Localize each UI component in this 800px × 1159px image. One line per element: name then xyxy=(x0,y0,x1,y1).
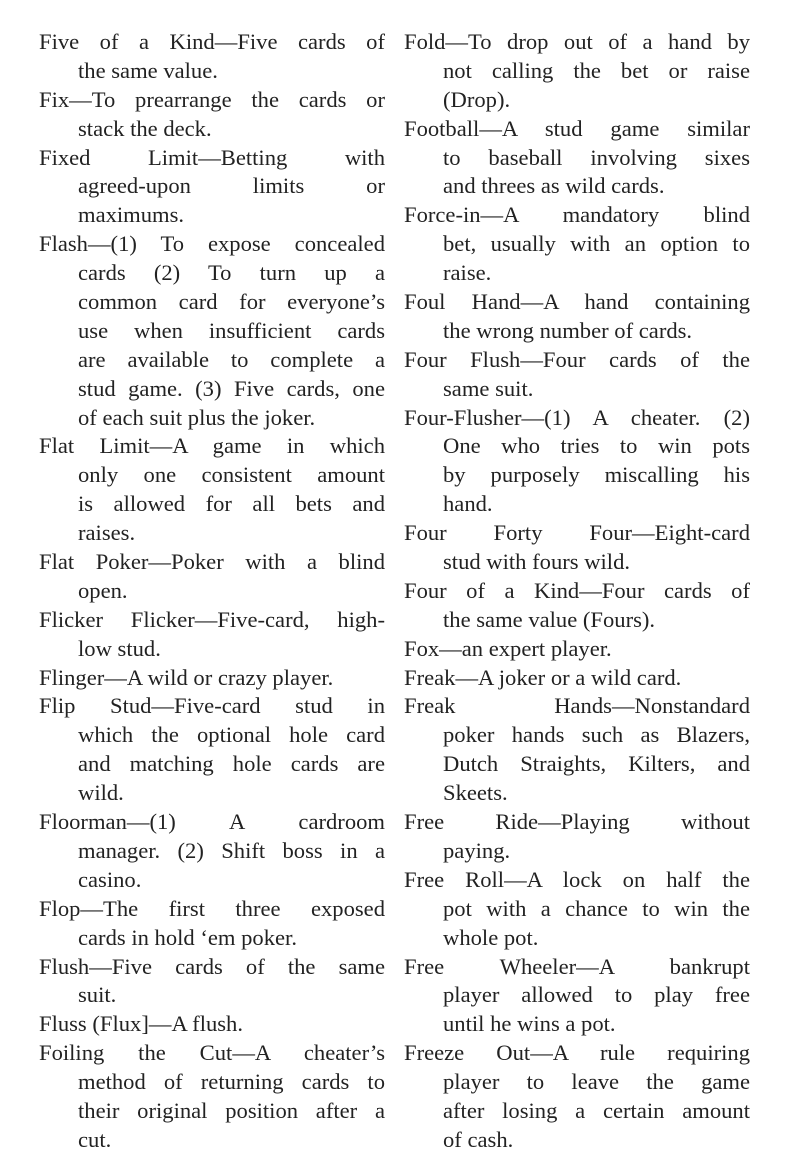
glossary-entry xyxy=(39,606,385,664)
entry-definition-line: open. xyxy=(78,577,128,603)
entry-definition-line: stud with fours wild. xyxy=(443,549,631,575)
glossary-entry xyxy=(39,144,385,231)
entry-definition-line: poker hands such as Blazers, xyxy=(443,722,750,748)
entry-definition-line: suit. xyxy=(78,982,117,1008)
left-column xyxy=(39,28,385,1155)
entry-term-line: Flicker Flicker—Five-card, high- xyxy=(39,606,385,632)
entry-definition-line: after losing a certain amount xyxy=(443,1097,750,1123)
entry-term-line: Fox—an expert player. xyxy=(404,635,612,661)
entry-definition-line: raise. xyxy=(443,260,492,286)
entry-term-line: Flat Limit—A game in which xyxy=(39,433,385,459)
entry-definition-line: only one consistent amount xyxy=(78,462,385,488)
entry-definition-line: method of returning cards to xyxy=(78,1069,385,1095)
entry-definition-line: cut. xyxy=(78,1126,112,1152)
glossary-entry xyxy=(404,346,750,404)
entry-definition-line: of cash. xyxy=(443,1126,514,1152)
glossary-entry xyxy=(39,1010,385,1039)
entry-definition-line: not calling the bet or raise xyxy=(443,57,750,83)
entry-definition-line: raises. xyxy=(78,520,136,546)
entry-definition-line: until he wins a pot. xyxy=(443,1011,616,1037)
glossary-entry xyxy=(404,808,750,866)
entry-term-line: Four Forty Four—Eight-card xyxy=(404,520,750,546)
entry-definition-line: same suit. xyxy=(443,375,534,401)
entry-term-line: Free Wheeler—A bankrupt xyxy=(404,953,750,979)
entry-definition-line: low stud. xyxy=(78,635,161,661)
right-column xyxy=(404,28,750,1155)
entry-term-line: Freeze Out—A rule requiring xyxy=(404,1040,750,1066)
entry-term-line: Fold—To drop out of a hand by xyxy=(404,29,750,54)
entry-term-line: Free Roll—A lock on half the xyxy=(404,866,750,892)
entry-definition-line: player to leave the game xyxy=(443,1069,750,1095)
entry-definition-line: the same value (Fours). xyxy=(443,606,656,632)
entry-term-line: Football—A stud game similar xyxy=(404,115,750,141)
entry-term-line: Fluss (Flux]—A flush. xyxy=(39,1011,244,1037)
entry-definition-line: the same value. xyxy=(78,57,218,83)
glossary-entry xyxy=(39,692,385,808)
entry-term-line: Four Flush—Four cards of the xyxy=(404,346,750,372)
entry-definition-line: to baseball involving sixes xyxy=(443,144,750,170)
entry-term-line: Floorman—(1) A cardroom xyxy=(39,809,385,835)
glossary-entry xyxy=(39,808,385,895)
entry-term-line: Flop—The first three exposed xyxy=(39,895,385,921)
entry-term-line: Flip Stud—Five-card stud in xyxy=(39,693,385,719)
entry-term-line: Flinger—A wild or crazy player. xyxy=(39,664,334,690)
glossary-entry xyxy=(404,953,750,1040)
entry-definition-line: player allowed to play free xyxy=(443,982,750,1008)
entry-definition-line: pot with a chance to win the xyxy=(443,895,750,921)
glossary-entry xyxy=(404,115,750,202)
entry-definition-line: common card for everyone’s xyxy=(78,289,385,315)
entry-definition-line: their original position after a xyxy=(78,1097,385,1123)
glossary-entry xyxy=(404,692,750,808)
glossary-entry xyxy=(39,895,385,953)
entry-term-line: Four of a Kind—Four cards of xyxy=(404,577,750,603)
entry-definition-line: which the optional hole card xyxy=(78,722,385,748)
entry-definition-line: One who tries to win pots xyxy=(443,433,750,459)
entry-definition-line: stack the deck. xyxy=(78,115,212,141)
entry-term-line: Four-Flusher—(1) A cheater. (2) xyxy=(404,404,750,430)
glossary-entry xyxy=(39,1039,385,1155)
entry-term-line: Fix—To prearrange the cards or xyxy=(39,86,385,112)
glossary-entry xyxy=(404,635,750,664)
entry-term-line: Flush—Five cards of the same xyxy=(39,953,385,979)
glossary-entry xyxy=(39,86,385,144)
glossary-entry xyxy=(404,866,750,953)
entry-definition-line: is allowed for all bets and xyxy=(78,491,385,517)
entry-term-line: Force-in—A mandatory blind xyxy=(404,202,750,228)
glossary-entry xyxy=(39,548,385,606)
entry-term-line: Fixed Limit—Betting with xyxy=(39,144,385,170)
entry-term-line: Flat Poker—Poker with a blind xyxy=(39,549,385,575)
entry-term-line: Foiling the Cut—A cheater’s xyxy=(39,1040,385,1066)
entry-definition-line: hand. xyxy=(443,491,493,517)
entry-definition-line: Skeets. xyxy=(443,780,508,806)
entry-definition-line: maximums. xyxy=(78,202,185,228)
entry-term-line: Free Ride—Playing without xyxy=(404,809,750,835)
entry-definition-line: (Drop). xyxy=(443,86,511,112)
entry-definition-line: are available to complete a xyxy=(78,346,385,372)
glossary-entry xyxy=(404,519,750,577)
entry-term-line: Foul Hand—A hand containing xyxy=(404,289,750,315)
entry-definition-line: Dutch Straights, Kilters, and xyxy=(443,751,750,777)
glossary-entry xyxy=(39,664,385,693)
glossary-entry xyxy=(404,201,750,288)
glossary-entry xyxy=(404,1039,750,1155)
entry-term-line: Five of a Kind—Five cards of xyxy=(39,29,385,54)
entry-term-line: Freak—A joker or a wild card. xyxy=(404,664,682,690)
glossary-entry xyxy=(404,664,750,693)
glossary-entry xyxy=(39,432,385,548)
entry-definition-line: wild. xyxy=(78,780,124,806)
entry-definition-line: cards in hold ‘em poker. xyxy=(78,924,297,950)
glossary-entry xyxy=(404,288,750,346)
glossary-entry xyxy=(39,953,385,1011)
entry-definition-line: and matching hole cards are xyxy=(78,751,385,777)
glossary-entry xyxy=(39,230,385,432)
glossary-entry xyxy=(404,404,750,520)
entry-definition-line: manager. (2) Shift boss in a xyxy=(78,837,385,863)
entry-definition-line: casino. xyxy=(78,866,142,892)
entry-definition-line: of each suit plus the joker. xyxy=(78,404,316,430)
glossary-entry xyxy=(404,577,750,635)
entry-definition-line: bet, usually with an option to xyxy=(443,231,750,257)
entry-definition-line: and threes as wild cards. xyxy=(443,173,665,199)
entry-definition-line: cards (2) To turn up a xyxy=(78,260,385,286)
entry-definition-line: the wrong number of cards. xyxy=(443,317,693,343)
entry-definition-line: by purposely miscalling his xyxy=(443,462,750,488)
entry-definition-line: use when insufficient cards xyxy=(78,317,385,343)
entry-definition-line: paying. xyxy=(443,837,511,863)
glossary-entry xyxy=(39,28,385,86)
entry-term-line: Freak Hands—Nonstandard xyxy=(404,693,750,719)
entry-term-line: Flash—(1) To expose concealed xyxy=(39,231,385,257)
entry-definition-line: stud game. (3) Five cards, one xyxy=(78,375,385,401)
glossary-entry xyxy=(404,28,750,115)
entry-definition-line: whole pot. xyxy=(443,924,539,950)
entry-definition-line: agreed-upon limits or xyxy=(78,173,385,199)
